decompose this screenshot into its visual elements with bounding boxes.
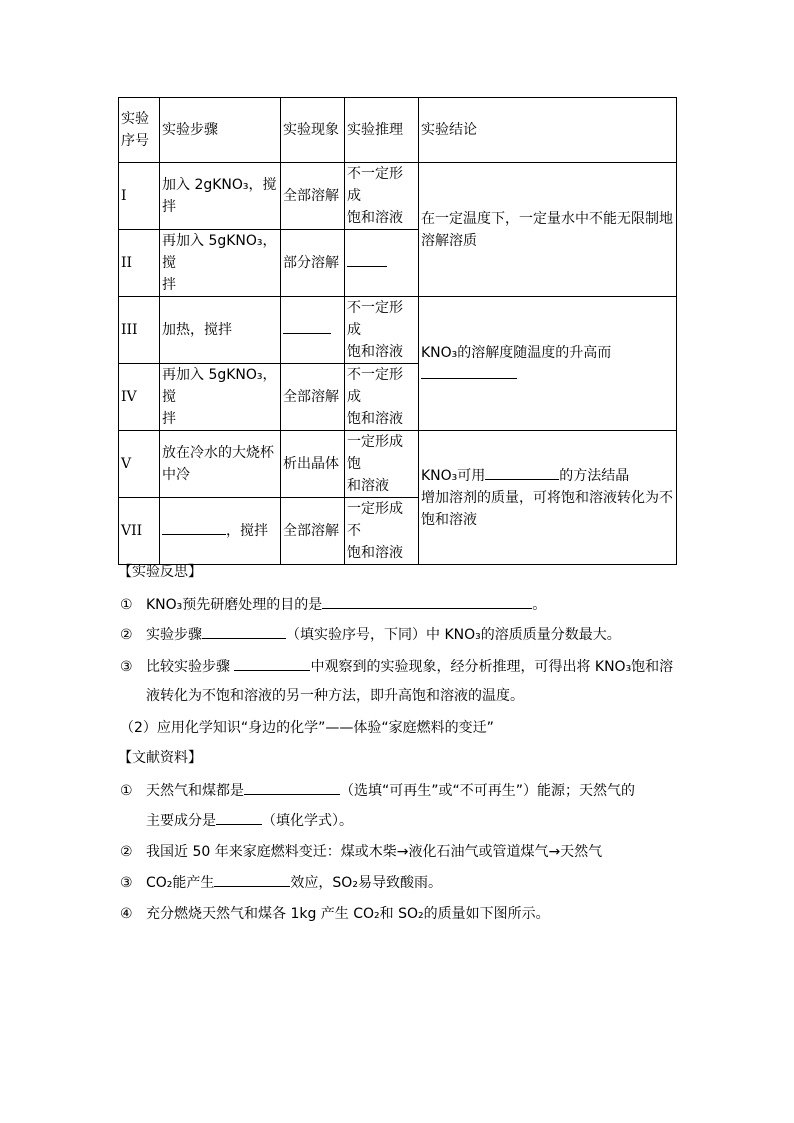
header-cell: 实验 序号 — [119, 98, 160, 163]
row-inference[interactable] — [345, 230, 419, 297]
row-inference: 一定形成饱 和溶液 — [345, 431, 419, 498]
table-row — [119, 163, 677, 230]
header-cell: 实验结论 — [419, 98, 677, 163]
row-step: ，搅拌 — [160, 498, 281, 565]
experiment-table — [118, 97, 677, 565]
blank-line[interactable] — [322, 594, 532, 609]
blank-line[interactable] — [162, 520, 226, 535]
blank-line[interactable] — [421, 364, 517, 379]
row-step: 加入 2gKNO₃，搅拌 — [160, 163, 281, 230]
reflection-item: ② 实验步骤 （填实验序号，下同）中 KNO₃的溶质质量分数最大。 — [120, 624, 621, 645]
literature-item: ④ 充分燃烧天然气和煤各 1kg 产生 CO₂和 SO₂的质量如下图所示。 — [120, 906, 550, 922]
row-step: 再加入 5gKNO₃，搅 拌 — [160, 364, 281, 431]
row-inference: 不一定形成 饱和溶液 — [345, 364, 419, 431]
row-id: VII — [119, 498, 160, 565]
reflection-item: ① KNO₃预先研磨处理的目的是 。 — [120, 594, 546, 615]
row-phenomenon: 全部溶解 — [281, 364, 345, 431]
blank-line[interactable] — [347, 252, 387, 267]
row-phenomenon[interactable] — [281, 297, 345, 364]
row-step: 再加入 5gKNO₃，搅 拌 — [160, 230, 281, 297]
table-row — [119, 431, 677, 498]
literature-item: ① 天然气和煤都是 （选填“可再生”或“不可再生”）能源；天然气的 — [120, 780, 635, 801]
literature-item: ③ CO₂能产生 效应，SO₂易导致酸雨。 — [120, 872, 442, 893]
row-conclusion: KNO₃的溶解度随温度的升高而 — [419, 297, 677, 431]
row-phenomenon: 析出晶体 — [281, 431, 345, 498]
row-phenomenon: 全部溶解 — [281, 498, 345, 565]
blank-line[interactable] — [234, 656, 310, 671]
literature-item-continued: 主要成分是 （填化学式）。 — [146, 810, 353, 831]
header-cell: 实验现象 — [281, 98, 345, 163]
row-phenomenon: 全部溶解 — [281, 163, 345, 230]
row-conclusion: KNO₃可用 的方法结晶 增加溶剂的质量，可将饱和溶液转化为不 饱和溶液 — [419, 431, 677, 565]
part2-heading: （2）应用化学知识“身边的化学”——体验“家庭燃料的变迁” — [120, 720, 494, 736]
row-phenomenon: 部分溶解 — [281, 230, 345, 297]
table-header-row — [119, 98, 677, 163]
row-id: IV — [119, 364, 160, 431]
row-conclusion: 在一定温度下，一定量水中不能无限制地 溶解溶质 — [419, 163, 677, 297]
blank-line[interactable] — [202, 624, 286, 639]
row-inference: 不一定形成 饱和溶液 — [345, 163, 419, 230]
row-id: III — [119, 297, 160, 364]
blank-line[interactable] — [283, 319, 331, 334]
header-cell: 实验步骤 — [160, 98, 281, 163]
reflection-item-continued: 液转化为不饱和溶液的另一种方法，即升高饱和溶液的温度。 — [146, 688, 524, 704]
reflection-item: ③ 比较实验步骤 中观察到的实验现象，经分析推理，可得出将 KNO₃饱和溶 — [120, 656, 673, 677]
header-cell: 实验推理 — [345, 98, 419, 163]
blank-line[interactable] — [244, 780, 340, 795]
row-step: 放在冷水的大烧杯 中冷 — [160, 431, 281, 498]
row-inference: 一定形成不 饱和溶液 — [345, 498, 419, 565]
blank-line[interactable] — [216, 810, 262, 825]
row-id: I — [119, 163, 160, 230]
literature-title: 【文献资料】 — [118, 750, 202, 766]
blank-line[interactable] — [485, 465, 559, 480]
row-step: 加热，搅拌 — [160, 297, 281, 364]
row-id: II — [119, 230, 160, 297]
literature-item: ② 我国近 50 年来家庭燃料变迁：煤或木柴→液化石油气或管道煤气→天然气 — [120, 844, 603, 860]
table-row — [119, 297, 677, 364]
reflection-title: 【实验反思】 — [118, 564, 202, 580]
blank-line[interactable] — [214, 872, 290, 887]
row-id: V — [119, 431, 160, 498]
row-inference: 不一定形成 饱和溶液 — [345, 297, 419, 364]
